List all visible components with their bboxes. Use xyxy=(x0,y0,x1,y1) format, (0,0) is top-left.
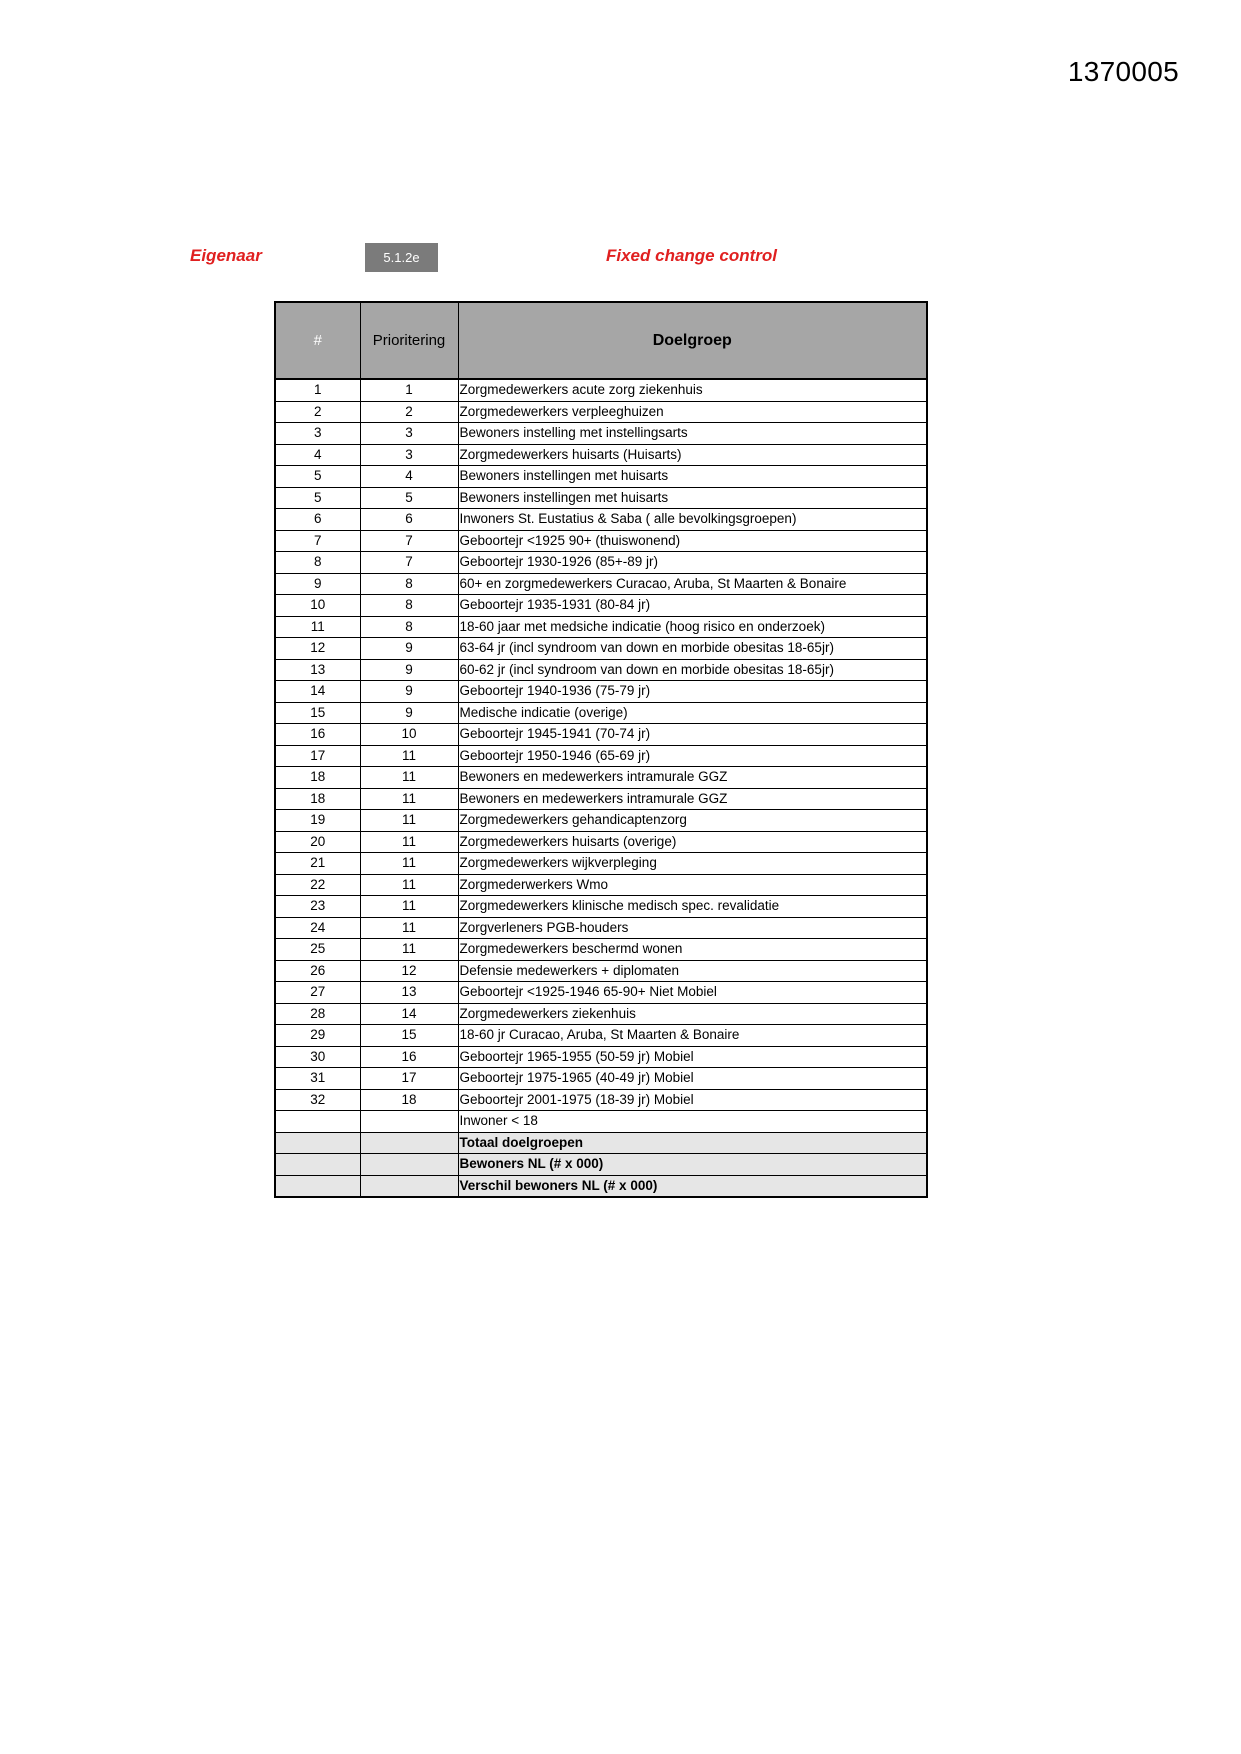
table-row xyxy=(275,853,927,875)
table-row xyxy=(275,767,927,789)
row-priority-cell: 3 xyxy=(360,444,458,466)
row-priority-cell: 9 xyxy=(360,659,458,681)
row-target-group-cell: 18-60 jaar met medsiche indicatie (hoog risico en onderzoek) xyxy=(458,616,927,638)
row-priority-cell: 2 xyxy=(360,401,458,423)
row-target-group-cell: Geboortejr 1940-1936 (75-79 jr) xyxy=(458,681,927,703)
owner-label: Eigenaar xyxy=(190,246,262,265)
row-number-cell: 12 xyxy=(275,638,360,660)
row-target-group-cell: Geboortejr 1945-1941 (70-74 jr) xyxy=(458,724,927,746)
row-priority-cell: 3 xyxy=(360,423,458,445)
table-row xyxy=(275,595,927,617)
summary-empty-cell xyxy=(275,1132,360,1154)
row-priority-cell: 9 xyxy=(360,681,458,703)
table-row xyxy=(275,509,927,531)
row-priority-cell: 11 xyxy=(360,831,458,853)
header-target-group: Doelgroep xyxy=(458,302,927,379)
row-priority-cell: 7 xyxy=(360,530,458,552)
row-target-group-cell: Geboortejr <1925 90+ (thuiswonend) xyxy=(458,530,927,552)
row-number-cell: 17 xyxy=(275,745,360,767)
table-row xyxy=(275,1025,927,1047)
summary-empty-cell xyxy=(275,1154,360,1176)
row-number-cell: 2 xyxy=(275,401,360,423)
row-target-group-cell: Zorgmedewerkers wijkverpleging xyxy=(458,853,927,875)
row-target-group-cell: Medische indicatie (overige) xyxy=(458,702,927,724)
row-number-cell: 13 xyxy=(275,659,360,681)
table-row xyxy=(275,1111,927,1133)
table-row xyxy=(275,401,927,423)
table-row xyxy=(275,1003,927,1025)
row-number-cell: 31 xyxy=(275,1068,360,1090)
summary-row xyxy=(275,1154,927,1176)
row-target-group-cell: Geboortejr <1925-1946 65-90+ Niet Mobiel xyxy=(458,982,927,1004)
table-row xyxy=(275,616,927,638)
row-target-group-cell: Zorgmedewerkers acute zorg ziekenhuis xyxy=(458,379,927,401)
row-number-cell: 9 xyxy=(275,573,360,595)
row-priority-cell: 11 xyxy=(360,810,458,832)
row-priority-cell: 11 xyxy=(360,917,458,939)
table-row xyxy=(275,681,927,703)
row-number-cell: 21 xyxy=(275,853,360,875)
row-priority-cell: 9 xyxy=(360,702,458,724)
summary-label-cell: Verschil bewoners NL (# x 000) xyxy=(458,1175,927,1197)
row-target-group-cell: 60-62 jr (incl syndroom van down en morbide obesitas 18-65jr) xyxy=(458,659,927,681)
row-target-group-cell: Geboortejr 1950-1946 (65-69 jr) xyxy=(458,745,927,767)
table-header-row xyxy=(275,302,927,379)
row-target-group-cell: Bewoners en medewerkers intramurale GGZ xyxy=(458,788,927,810)
row-target-group-cell: Geboortejr 2001-1975 (18-39 jr) Mobiel xyxy=(458,1089,927,1111)
row-number-cell: 30 xyxy=(275,1046,360,1068)
row-number-cell: 10 xyxy=(275,595,360,617)
table-row xyxy=(275,466,927,488)
row-priority-cell: 8 xyxy=(360,573,458,595)
row-number-cell: 5 xyxy=(275,487,360,509)
row-priority-cell: 11 xyxy=(360,767,458,789)
row-target-group-cell: Zorgmedewerkers gehandicaptenzorg xyxy=(458,810,927,832)
row-target-group-cell: Geboortejr 1965-1955 (50-59 jr) Mobiel xyxy=(458,1046,927,1068)
row-target-group-cell: Inwoners St. Eustatius & Saba ( alle bevolkingsgroepen) xyxy=(458,509,927,531)
summary-empty-cell xyxy=(360,1175,458,1197)
row-target-group-cell: 60+ en zorgmedewerkers Curacao, Aruba, St Maarten & Bonaire xyxy=(458,573,927,595)
table-row xyxy=(275,423,927,445)
row-priority-cell: 15 xyxy=(360,1025,458,1047)
table-row xyxy=(275,379,927,401)
row-number-cell: 4 xyxy=(275,444,360,466)
summary-label-cell: Totaal doelgroepen xyxy=(458,1132,927,1154)
row-number-cell: 27 xyxy=(275,982,360,1004)
table-row xyxy=(275,638,927,660)
row-target-group-cell: Zorgmederwerkers Wmo xyxy=(458,874,927,896)
row-priority-cell: 16 xyxy=(360,1046,458,1068)
row-priority-cell: 14 xyxy=(360,1003,458,1025)
row-target-group-cell: Bewoners en medewerkers intramurale GGZ xyxy=(458,767,927,789)
row-number-cell: 24 xyxy=(275,917,360,939)
row-target-group-cell: 18-60 jr Curacao, Aruba, St Maarten & Bonaire xyxy=(458,1025,927,1047)
row-priority-cell: 9 xyxy=(360,638,458,660)
table-row xyxy=(275,917,927,939)
row-priority-cell: 10 xyxy=(360,724,458,746)
row-target-group-cell: Inwoner < 18 xyxy=(458,1111,927,1133)
row-number-cell: 8 xyxy=(275,552,360,574)
row-number-cell xyxy=(275,1111,360,1133)
row-priority-cell: 1 xyxy=(360,379,458,401)
row-target-group-cell: Geboortejr 1935-1931 (80-84 jr) xyxy=(458,595,927,617)
row-number-cell: 7 xyxy=(275,530,360,552)
row-target-group-cell: Zorgmedewerkers klinische medisch spec. revalidatie xyxy=(458,896,927,918)
table-row xyxy=(275,1068,927,1090)
row-target-group-cell: Bewoners instelling met instellingsarts xyxy=(458,423,927,445)
summary-empty-cell xyxy=(360,1132,458,1154)
row-number-cell: 14 xyxy=(275,681,360,703)
row-priority-cell: 11 xyxy=(360,853,458,875)
table-row xyxy=(275,530,927,552)
table-row xyxy=(275,896,927,918)
row-target-group-cell: Zorgmedewerkers verpleeghuizen xyxy=(458,401,927,423)
row-target-group-cell: Zorgmedewerkers huisarts (overige) xyxy=(458,831,927,853)
row-number-cell: 6 xyxy=(275,509,360,531)
table-row xyxy=(275,487,927,509)
row-target-group-cell: Zorgmedewerkers ziekenhuis xyxy=(458,1003,927,1025)
table-row xyxy=(275,573,927,595)
row-number-cell: 1 xyxy=(275,379,360,401)
table-row xyxy=(275,444,927,466)
change-control-label: Fixed change control xyxy=(606,246,777,265)
table-row xyxy=(275,939,927,961)
header-number: # xyxy=(275,302,360,379)
row-target-group-cell: Zorgmedewerkers huisarts (Huisarts) xyxy=(458,444,927,466)
table-row xyxy=(275,982,927,1004)
row-number-cell: 5 xyxy=(275,466,360,488)
row-target-group-cell: Geboortejr 1975-1965 (40-49 jr) Mobiel xyxy=(458,1068,927,1090)
table-row xyxy=(275,874,927,896)
summary-label-cell: Bewoners NL (# x 000) xyxy=(458,1154,927,1176)
row-priority-cell: 11 xyxy=(360,896,458,918)
row-priority-cell: 11 xyxy=(360,939,458,961)
row-number-cell: 32 xyxy=(275,1089,360,1111)
priority-table xyxy=(274,301,928,1198)
table-row xyxy=(275,831,927,853)
table-row xyxy=(275,702,927,724)
table-row xyxy=(275,745,927,767)
row-target-group-cell: Zorgverleners PGB-houders xyxy=(458,917,927,939)
redaction-tag: 5.1.2e xyxy=(365,243,438,272)
row-number-cell: 22 xyxy=(275,874,360,896)
row-priority-cell: 11 xyxy=(360,788,458,810)
row-target-group-cell: Defensie medewerkers + diplomaten xyxy=(458,960,927,982)
table-row xyxy=(275,659,927,681)
row-number-cell: 20 xyxy=(275,831,360,853)
row-number-cell: 15 xyxy=(275,702,360,724)
row-number-cell: 29 xyxy=(275,1025,360,1047)
row-priority-cell: 12 xyxy=(360,960,458,982)
row-target-group-cell: Zorgmedewerkers beschermd wonen xyxy=(458,939,927,961)
row-priority-cell: 7 xyxy=(360,552,458,574)
table-row xyxy=(275,1089,927,1111)
row-target-group-cell: Geboortejr 1930-1926 (85+-89 jr) xyxy=(458,552,927,574)
row-priority-cell: 13 xyxy=(360,982,458,1004)
row-priority-cell: 8 xyxy=(360,595,458,617)
row-number-cell: 18 xyxy=(275,788,360,810)
row-number-cell: 28 xyxy=(275,1003,360,1025)
table-body xyxy=(275,379,927,1197)
row-priority-cell xyxy=(360,1111,458,1133)
row-number-cell: 25 xyxy=(275,939,360,961)
table-row xyxy=(275,810,927,832)
table-row xyxy=(275,960,927,982)
summary-row xyxy=(275,1175,927,1197)
summary-row xyxy=(275,1132,927,1154)
row-number-cell: 16 xyxy=(275,724,360,746)
row-number-cell: 19 xyxy=(275,810,360,832)
summary-empty-cell xyxy=(275,1175,360,1197)
row-priority-cell: 18 xyxy=(360,1089,458,1111)
document-number: 1370005 xyxy=(1067,56,1179,87)
row-number-cell: 3 xyxy=(275,423,360,445)
summary-empty-cell xyxy=(360,1154,458,1176)
header-priority: Prioritering xyxy=(360,302,458,379)
row-target-group-cell: 63-64 jr (incl syndroom van down en morbide obesitas 18-65jr) xyxy=(458,638,927,660)
table-row xyxy=(275,724,927,746)
row-priority-cell: 4 xyxy=(360,466,458,488)
row-target-group-cell: Bewoners instellingen met huisarts xyxy=(458,466,927,488)
row-priority-cell: 5 xyxy=(360,487,458,509)
row-number-cell: 11 xyxy=(275,616,360,638)
row-number-cell: 26 xyxy=(275,960,360,982)
table-row xyxy=(275,788,927,810)
table-row xyxy=(275,552,927,574)
row-priority-cell: 11 xyxy=(360,745,458,767)
row-target-group-cell: Bewoners instellingen met huisarts xyxy=(458,487,927,509)
table-row xyxy=(275,1046,927,1068)
row-number-cell: 18 xyxy=(275,767,360,789)
row-number-cell: 23 xyxy=(275,896,360,918)
row-priority-cell: 8 xyxy=(360,616,458,638)
row-priority-cell: 6 xyxy=(360,509,458,531)
row-priority-cell: 11 xyxy=(360,874,458,896)
row-priority-cell: 17 xyxy=(360,1068,458,1090)
